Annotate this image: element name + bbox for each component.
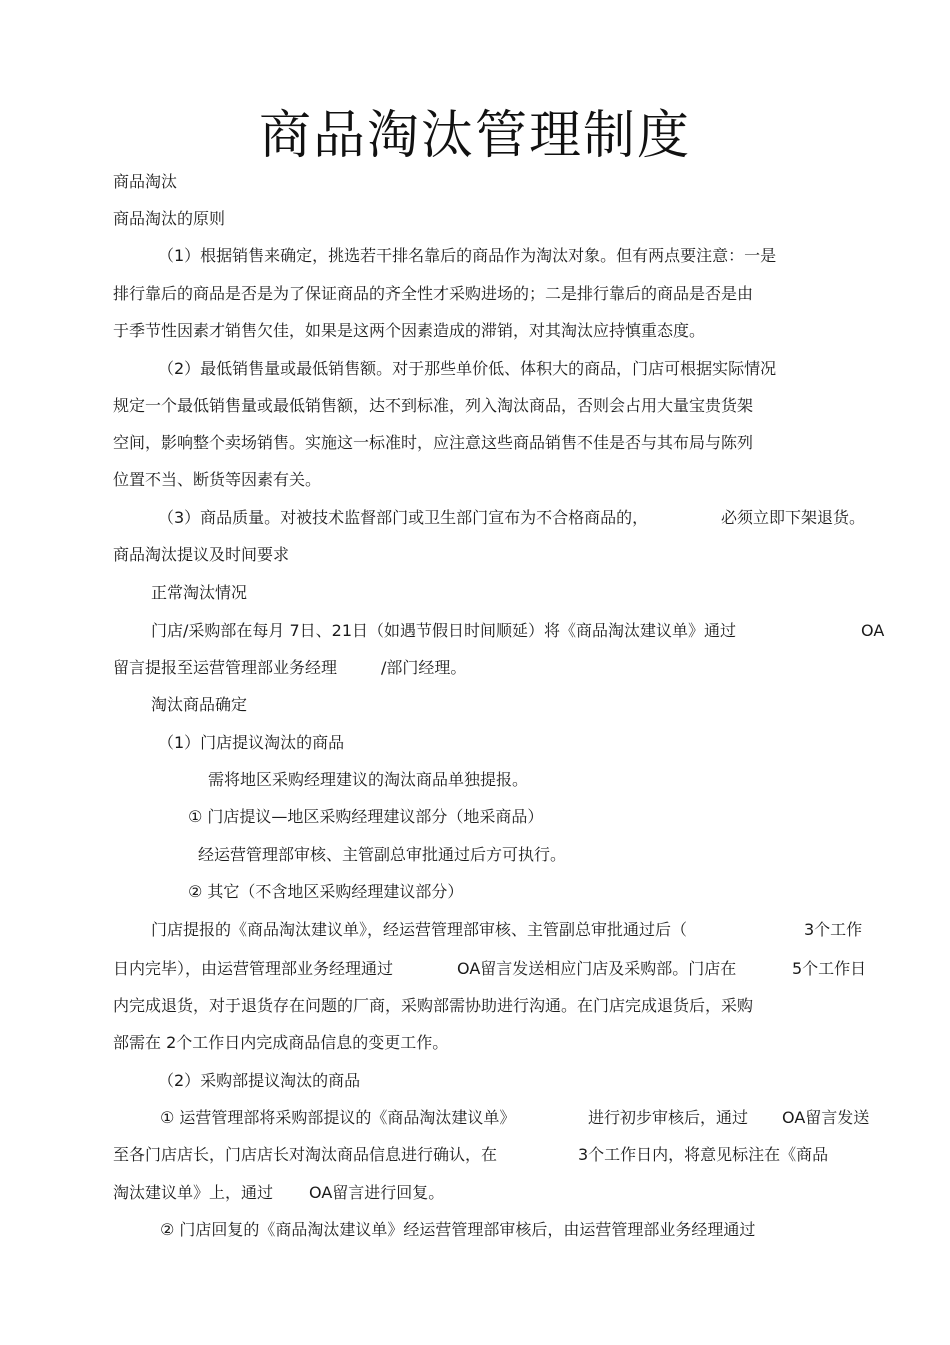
list-heading: （1）门店提议淘汰的商品 bbox=[158, 733, 345, 752]
paragraph-line-fragment: OA留言进行回复。 bbox=[309, 1183, 445, 1202]
paragraph-line-fragment: 进行初步审核后，通过 bbox=[588, 1108, 749, 1127]
paragraph-line-fragment: 3个工作 bbox=[804, 920, 863, 939]
list-item: ② 门店回复的《商品淘汰建议单》经运营管理部审核后，由运营管理部业务经理通过 bbox=[160, 1220, 756, 1239]
paragraph-line-fragment: /部门经理。 bbox=[381, 658, 467, 677]
paragraph-line: 位置不当、断货等因素有关。 bbox=[113, 470, 322, 489]
paragraph-line: 日内完毕），由运营管理部业务经理通过 bbox=[113, 959, 394, 978]
paragraph-line-fragment: 3个工作日内，将意见标注在《商品 bbox=[578, 1145, 829, 1164]
list-item: ② 其它（不含地区采购经理建议部分） bbox=[188, 882, 464, 901]
paragraph-line: 淘汰建议单》上，通过 bbox=[113, 1183, 274, 1202]
paragraph-line: 空间，影响整个卖场销售。实施这一标准时，应注意这些商品销售不佳是否与其布局与陈列 bbox=[113, 433, 754, 452]
paragraph-line: 需将地区采购经理建议的淘汰商品单独提报。 bbox=[208, 770, 529, 789]
paragraph-line: 内完成退货，对于退货存在问题的厂商，采购部需协助进行沟通。在门店完成退货后，采购 bbox=[113, 996, 754, 1015]
document-title: 商品淘汰管理制度 bbox=[258, 106, 691, 166]
paragraph-line: 于季节性因素才销售欠佳，如果是这两个因素造成的滞销，对其淘汰应持慎重态度。 bbox=[113, 321, 706, 340]
paragraph-line-fragment: 必须立即下架退货。 bbox=[721, 508, 866, 527]
paragraph-line: 经运营管理部审核、主管副总审批通过后方可执行。 bbox=[198, 845, 567, 864]
subsection-heading: 正常淘汰情况 bbox=[151, 583, 248, 602]
paragraph-line: 留言提报至运营管理部业务经理 bbox=[113, 658, 338, 677]
paragraph-line: （1）根据销售来确定，挑选若干排名靠后的商品作为淘汰对象。但有两点要注意：一是 bbox=[158, 246, 777, 265]
subsection-heading: 淘汰商品确定 bbox=[151, 695, 248, 714]
subsection-heading: 商品淘汰的原则 bbox=[113, 209, 226, 228]
paragraph-line-fragment: OA留言发送 bbox=[782, 1108, 870, 1127]
paragraph-line: 部需在 2个工作日内完成商品信息的变更工作。 bbox=[113, 1033, 449, 1052]
paragraph-line: 门店提报的《商品淘汰建议单》，经运营管理部审核、主管副总审批通过后（ bbox=[151, 920, 688, 939]
paragraph-line: 排行靠后的商品是否是为了保证商品的齐全性才采购进场的；二是排行靠后的商品是否是由 bbox=[113, 284, 754, 303]
paragraph-line-fragment: 5个工作日 bbox=[792, 959, 867, 978]
paragraph-line: 至各门店店长，门店店长对淘汰商品信息进行确认，在 bbox=[113, 1145, 498, 1164]
subsection-heading: 商品淘汰提议及时间要求 bbox=[113, 545, 290, 564]
paragraph-line: 规定一个最低销售量或最低销售额，达不到标准，列入淘汰商品，否则会占用大量宝贵货架 bbox=[113, 396, 754, 415]
paragraph-line-fragment: OA留言发送相应门店及采购部。门店在 bbox=[457, 959, 737, 978]
paragraph-line-fragment: OA bbox=[861, 621, 885, 640]
list-item: ① 门店提议—地区采购经理建议部分（地采商品） bbox=[188, 807, 544, 826]
paragraph-line: （2）最低销售量或最低销售额。对于那些单价低、体积大的商品，门店可根据实际情况 bbox=[158, 359, 777, 378]
list-heading: （2）采购部提议淘汰的商品 bbox=[158, 1071, 361, 1090]
paragraph-line: （3）商品质量。对被技术监督部门或卫生部门宣布为不合格商品的， bbox=[158, 508, 649, 527]
list-item: ① 运营管理部将采购部提议的《商品淘汰建议单》 bbox=[160, 1108, 516, 1127]
section-heading: 商品淘汰 bbox=[113, 172, 178, 191]
paragraph-line: 门店/采购部在每月 7日、21日（如遇节假日时间顺延）将《商品淘汰建议单》通过 bbox=[151, 621, 737, 640]
